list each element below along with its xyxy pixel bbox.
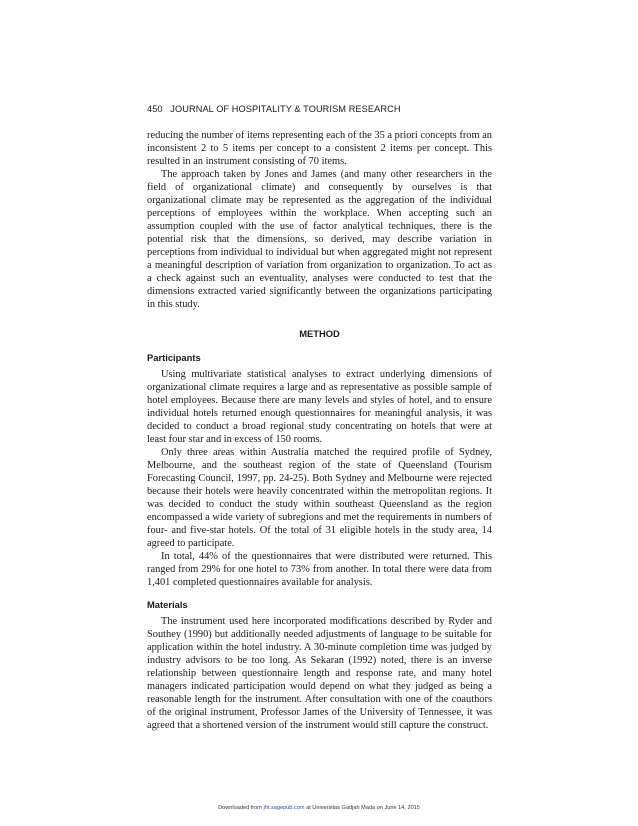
intro-paragraph-2: The approach taken by Jones and James (and many other researchers in the field of organizational climate) and consequently by ourselves is that organizational climate may be represented as the aggregation of the individual perceptions of employees within the workplace. When accepting such an assumption coupled with the use of factor analytical techniques, there is the potential risk that the dimensions, so derived, may describe variation in perceptions from individual to individual but when aggregated might not represent a meaningful description of variation from organization to organization. To act as a check against such an eventuality, analyses were conducted to test that the dimensions extracted varied significantly between the organizations participating in this study. — [147, 169, 492, 310]
page-number: 450 — [147, 104, 163, 114]
source-link[interactable]: jht.sagepub.com — [263, 805, 305, 811]
footer-suffix: at Universitas Gadjah Mada on June 14, 2015 — [304, 805, 420, 811]
method-heading: METHOD — [299, 328, 340, 339]
participants-heading: Participants — [147, 352, 201, 363]
intro-paragraph-1: reducing the number of items representing each of the 35 a priori concepts from an inconsistent 2 to 5 items per concept to a consistent 2 items per concept. This resulted in an instrument consisting of 70 items. — [147, 130, 492, 167]
article-body — [147, 129, 492, 732]
participants-paragraph-1: Using multivariate statistical analyses to extract underlying dimensions of organizational climate requires a large and as representative as possible sample of hotel employees. Because there are many levels and styles of hotel, and to ensure individual hotels returned enough questionnaires for meaningful analysis, it was decided to conduct a broad regional study concentrating on hotels that were at least four star and in excess of 150 rooms. — [147, 369, 492, 445]
download-footer — [0, 805, 638, 811]
participants-paragraph-2: Only three areas within Australia matched the required profile of Sydney, Melbourne, and the southeast region of the state of Queensland (Tourism Forecasting Council, 1997, pp. 24-25). Both Sydney and Melbourne were rejected because their hotels were heavily concentrated within the metropolitan regions. It was decided to conduct the study within southeast Queensland as the region encompassed a wide variety of subregions and met the requirements in numbers of four- and five-star hotels. Of the total of 31 eligible hotels in the study area, 14 agreed to participate. — [147, 447, 492, 549]
materials-paragraph-1: The instrument used here incorporated modifications described by Ryder and Southey (1990) but additionally needed adjustments of language to be suitable for application within the hotel industry. A 30-minute completion time was judged by industry advisors to be too long. As Sekaran (1992) noted, there is an inverse relationship between questionnaire length and response rate, and many hotel managers indicated participation would depend on what they judged as being a reasonable length for the instrument. After consultation with one of the coauthors of the original instrument, Professor James of the University of Tennessee, it was agreed that a shortened version of the instrument would still capture the construct. — [147, 616, 492, 731]
footer-prefix: Downloaded from — [218, 805, 264, 811]
journal-title: JOURNAL OF HOSPITALITY & TOURISM RESEARCH — [170, 104, 401, 114]
materials-heading: Materials — [147, 599, 188, 610]
running-header — [147, 104, 401, 114]
participants-paragraph-3: In total, 44% of the questionnaires that were distributed were returned. This ranged from 29% for one hotel to 73% from another. In total there were data from 1,401 completed questionnaires available for analysis. — [147, 551, 492, 588]
